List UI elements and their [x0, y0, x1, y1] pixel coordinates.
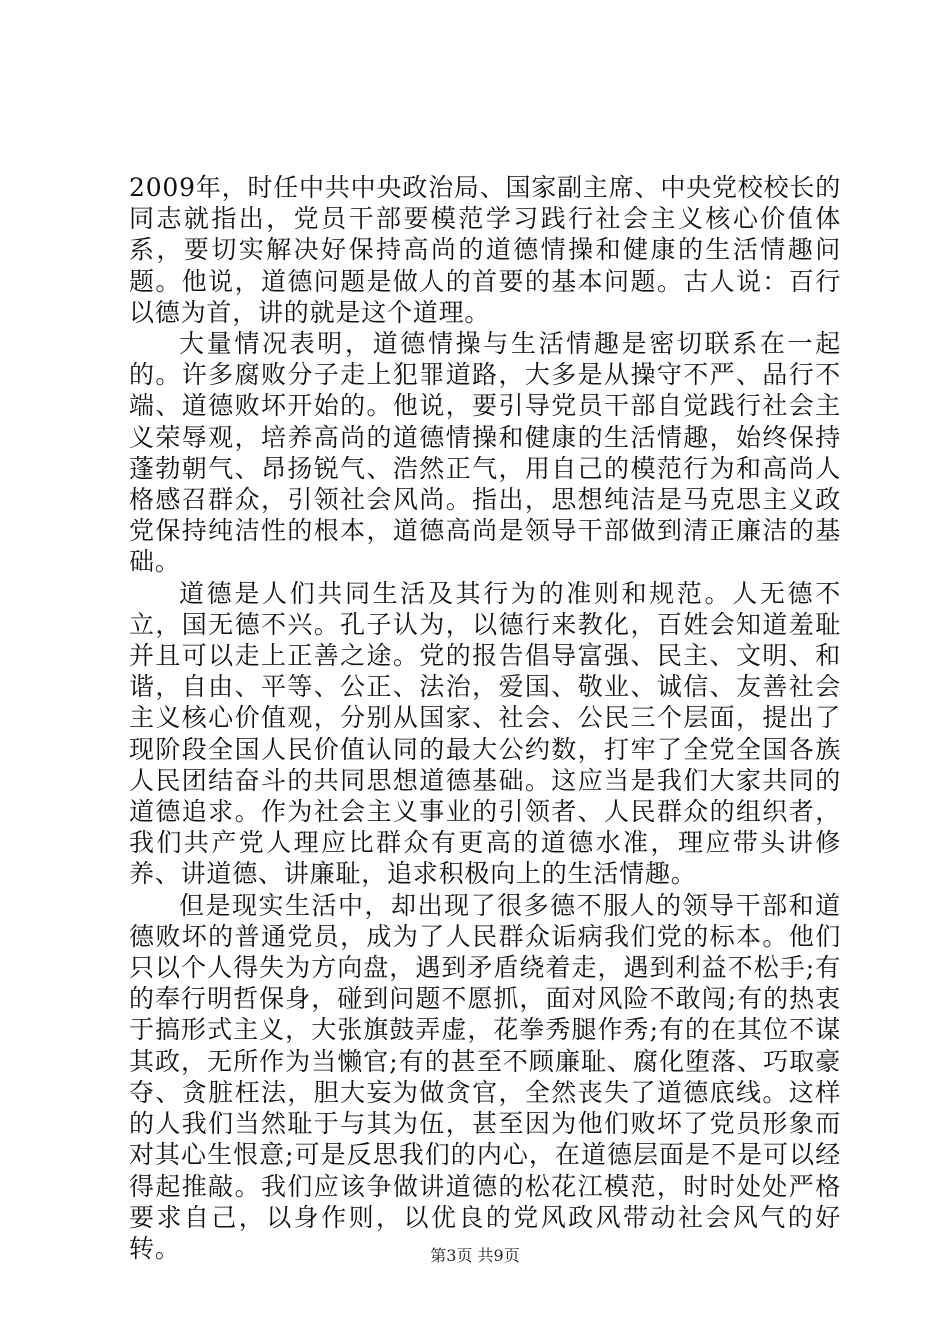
- paragraph-4: 但是现实生活中，却出现了很多德不服人的领导干部和道德败坏的普通党员，成为了人民群众诟病我们党的标本。他们只以个人得失为方向盘，遇到矛盾绕着走，遇到利益不松手;有的奉行明哲保身，碰到问题不愿抓，面对风险不敢闯;有的热衷于搞形式主义，大张旗鼓弄虚，花拳秀腿作秀;有的在其位不谋其政，无所作为当懒官;有的甚至不顾廉耻、腐化堕落、巧取豪夺、贪脏枉法，胆大妄为做贪官，全然丧失了道德底线。这样的人我们当然耻于与其为伍，甚至因为他们败坏了党员形象而对其心生恨意;可是反思我们的内心，在道德层面是不是可以经得起推敲。我们应该争做讲道德的松花江模范，时时处处严格要求自己，以身作则，以优良的党风政风带动社会风气的好转。: [129, 890, 841, 1263]
- document-body: [129, 172, 841, 1264]
- page-number-footer: 第3页 共9页: [430, 1246, 520, 1265]
- paragraph-2: 大量情况表明，道德情操与生活情趣是密切联系在一起的。许多腐败分子走上犯罪道路，大多是从操守不严、品行不端、道德败坏开始的。他说，要引导党员干部自觉践行社会主义荣辱观，培养高尚的道德情操和健康的生活情趣，始终保持蓬勃朝气、昂扬锐气、浩然正气，用自己的模范行为和高尚人格感召群众，引领社会风尚。指出，思想纯洁是马克思主义政党保持纯洁性的根本，道德高尚是领导干部做到清正廉洁的基础。: [129, 329, 841, 577]
- paragraph-1: 2009年，时任中共中央政治局、国家副主席、中央党校校长的同志就指出，党员干部要模范学习践行社会主义核心价值体系，要切实解决好保持高尚的道德情操和健康的生活情趣问题。他说，道德问题是做人的首要的基本问题。古人说：百行以德为首，讲的就是这个道理。: [129, 173, 841, 327]
- paragraph-3: 道德是人们共同生活及其行为的准则和规范。人无德不立，国无德不兴。孔子认为，以德行来教化，百姓会知道羞耻并且可以走上正善之途。党的报告倡导富强、民主、文明、和谐，自由、平等、公正、法治，爱国、敬业、诚信、友善社会主义核心价值观，分别从国家、社会、公民三个层面，提出了现阶段全国人民价值认同的最大公约数，打牢了全党全国各族人民团结奋斗的共同思想道德基础。这应当是我们大家共同的道德追求。作为社会主义事业的引领者、人民群众的组织者，我们共产党人理应比群众有更高的道德水准，理应带头讲修养、讲道德、讲廉耻，追求积极向上的生活情趣。: [129, 578, 841, 889]
